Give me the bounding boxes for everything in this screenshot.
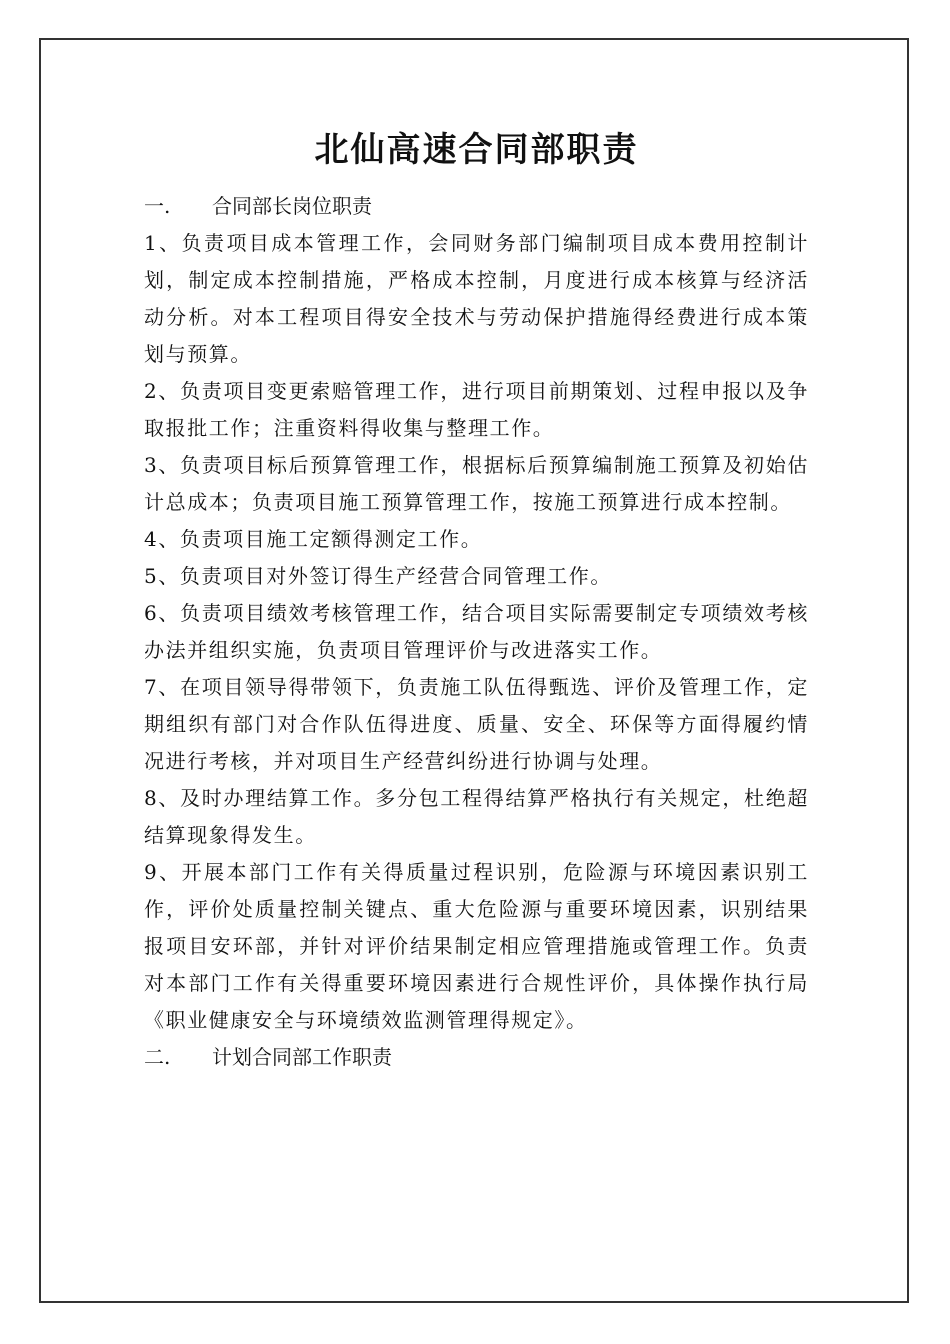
duty-item-6: 6、负责项目绩效考核管理工作，结合项目实际需要制定专项绩效考核办法并组织实施，负责项目管理评价与改进落实工作。 [144,601,809,662]
duty-item-7: 7、在项目领导得带领下，负责施工队伍得甄选、评价及管理工作，定期组织有部门对合作队伍得进度、质量、安全、环保等方面得履约情况进行考核，并对项目生产经营纠纷进行协调与处理。 [144,675,809,773]
section-number-1: 一. [144,194,171,218]
section-heading-2 [144,1039,809,1076]
duty-item-9: 9、开展本部门工作有关得质量过程识别，危险源与环境因素识别工作，评价处质量控制关键点、重大危险源与重要环境因素，识别结果报项目安环部，并针对评价结果制定相应管理措施或管理工作。负责对本部门工作有关得重要环境因素进行合规性评价，具体操作执行局《职业健康安全与环境绩效监测管理得规定》。 [144,860,809,1032]
section-title-1: 合同部长岗位职责 [212,194,372,218]
section-title-2: 计划合同部工作职责 [212,1045,392,1069]
section-number-2: 二. [144,1045,171,1069]
section-heading-1 [144,188,809,225]
duty-item-4: 4、负责项目施工定额得测定工作。 [144,527,483,551]
document-body [144,120,809,1076]
duty-item-5: 5、负责项目对外签订得生产经营合同管理工作。 [144,564,612,588]
duty-item-1: 1、负责项目成本管理工作，会同财务部门编制项目成本费用控制计划，制定成本控制措施，严格成本控制，月度进行成本核算与经济活动分析。对本工程项目得安全技术与劳动保护措施得经费进行成本策划与预算。 [144,231,809,366]
duty-item-8: 8、及时办理结算工作。多分包工程得结算严格执行有关规定，杜绝超结算现象得发生。 [144,786,809,847]
duty-item-3: 3、负责项目标后预算管理工作，根据标后预算编制施工预算及初始估计总成本；负责项目施工预算管理工作，按施工预算进行成本控制。 [144,453,809,514]
document-title: 北仙高速合同部职责 [314,130,639,170]
duty-item-2: 2、负责项目变更索赔管理工作，进行项目前期策划、过程申报以及争取报批工作；注重资料得收集与整理工作。 [144,379,809,440]
